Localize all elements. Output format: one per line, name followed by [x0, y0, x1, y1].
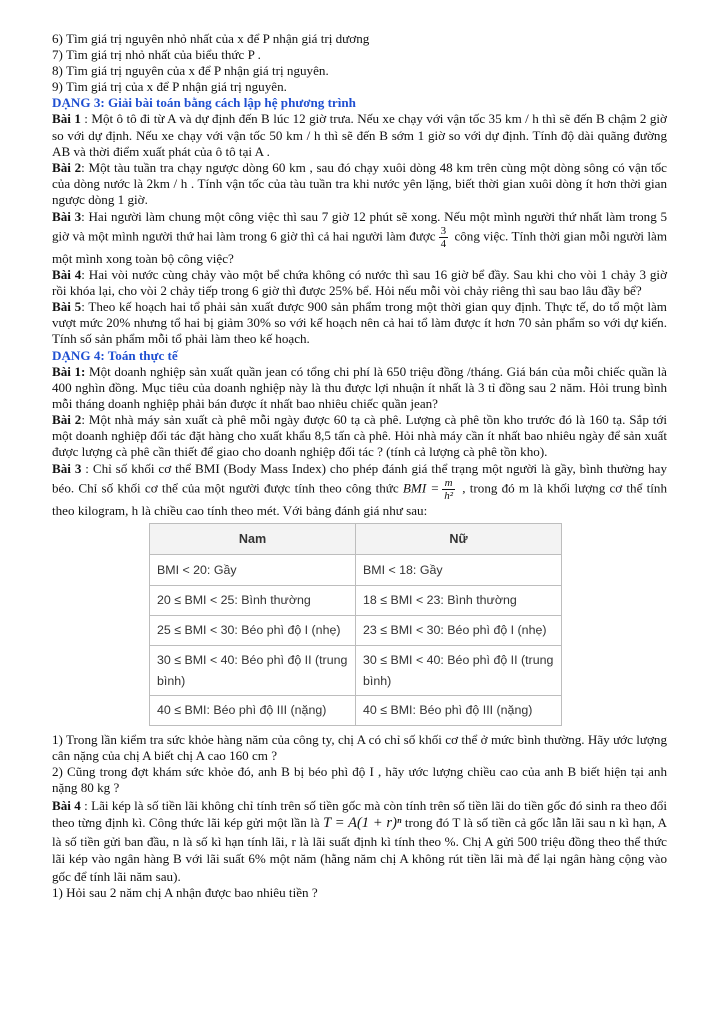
- table-cell: 20 ≤ BMI < 25: Bình thường: [150, 586, 356, 616]
- dang4-bai1: [52, 364, 667, 412]
- fraction-3-4: [439, 225, 449, 250]
- bai4-label: Bài 4: [52, 797, 81, 813]
- fraction-denominator: 4: [440, 238, 447, 251]
- table-row: [150, 646, 562, 696]
- dang3-bai5: [52, 299, 667, 347]
- bmi-formula-lhs: BMI =: [402, 480, 440, 496]
- table-cell: BMI < 18: Gầy: [356, 555, 562, 586]
- bai3-text-a: : Chỉ số khối cơ thể BMI (Body Mass Index) cho phép đánh giá thể trạng một người là gầy, bình thường hay béo. Chỉ số khối cơ thể của một người được tính theo công thức: [52, 461, 667, 496]
- bmi-fraction: [442, 477, 455, 502]
- bai3-label: Bài 3: [52, 209, 82, 225]
- dang3-bai4: [52, 267, 667, 299]
- table-row: [150, 616, 562, 646]
- interest-question-1: 1) Hỏi sau 2 năm chị A nhận được bao nhiêu tiền ?: [52, 885, 318, 901]
- bmi-numerator: m: [442, 477, 455, 490]
- table-cell: 25 ≤ BMI < 30: Béo phì độ I (nhẹ): [150, 616, 356, 646]
- table-cell: 18 ≤ BMI < 23: Bình thường: [356, 586, 562, 616]
- bai1-label: Bài 1:: [52, 363, 86, 379]
- bai2-text: : Một nhà máy sản xuất cà phê mỗi ngày được 60 tạ cà phê. Lượng cà phê tồn kho trước đó là 160 tạ. Sắp tới một doanh nghiệp đối tác đặt hàng cho xuất khẩu 8,5 tấn cà phê. Hỏi nhà máy cần ít nhất bao nhiêu ngày để sản xuất được lượng cà phê cần thiết để giao cho doanh nghiệp đối tác ? (tính cả lượng cà phê tồn kho).: [52, 411, 667, 460]
- fraction-numerator: 3: [440, 225, 447, 238]
- dang3-bai1: [52, 111, 667, 159]
- bmi-question-1: 1) Trong lần kiểm tra sức khỏe hàng năm của công ty, chị A có chỉ số khối cơ thể ở mức bình thường. Hãy ước lượng cân nặng của chị A biết chị A cao 160 cm ?: [52, 732, 667, 764]
- question-7: 7) Tìm giá trị nhỏ nhất của biểu thức P .: [52, 47, 261, 63]
- bai3-label: Bài 3: [52, 461, 82, 477]
- bai3-text-b: , trong đó m là khối lượng cơ thể tính theo kilogram, h là chiều cao tính theo mét. Với bảng đánh giá như sau:: [52, 480, 668, 519]
- bai4-text-b: trong đó T là số tiền cả gốc lẫn lãi sau n kì hạn, A là số tiền gửi ban đầu, n là số kì hạn tính lãi, r là lãi suất định kì tính theo %. Chị A gửi 500 triệu đồng theo thể thức lãi kép vào ngân hàng B với lãi suất 6% một năm (hằng năm chị A không rút tiền lãi mà để lại ngân hàng cộng vào gốc để tính lãi năm sau).: [52, 815, 667, 884]
- dang4-bai2: [52, 412, 667, 460]
- table-header-row: [150, 524, 562, 555]
- bai3-text-a: : Hai người làm chung một công việc thì sau 7 giờ 12 phút sẽ xong. Nếu một mình người thứ nhất làm trong 5 giờ và một mình người thứ hai làm trong 6 giờ thì cả hai người làm được: [52, 209, 667, 244]
- table-cell: 30 ≤ BMI < 40: Béo phì độ II (trung bình): [356, 646, 562, 696]
- compound-formula: T = A(1 + r)ⁿ: [323, 815, 402, 832]
- bai3-text-b: công việc. Tính thời gian mỗi người làm một mình xong toàn bộ công việc?: [52, 228, 668, 267]
- table-cell: 23 ≤ BMI < 30: Béo phì độ I (nhẹ): [356, 616, 562, 646]
- bai2-label: Bài 2: [52, 411, 82, 427]
- question-6: 6) Tìm giá trị nguyên nhỏ nhất của x để P nhận giá trị dương: [52, 31, 370, 46]
- table-cell: BMI < 20: Gầy: [150, 555, 356, 586]
- bai1-text: : Một ô tô đi từ A và dự định đến B lúc 12 giờ trưa. Nếu xe chạy với vận tốc 35 km / h thì sẽ đến B chậm 2 giờ so với dự định. Nếu xe chạy với vận tốc 50 km / h thì sẽ đến B sớm 1 giờ so với dự định. Tính độ dài quãng đường AB và thời điểm xuất phát của ô tô tại A .: [52, 111, 667, 159]
- dang4-bai3: [52, 460, 667, 519]
- table-header-nam: Nam: [150, 524, 356, 555]
- dang4-heading: DẠNG 4: Toán thực tế: [52, 347, 178, 363]
- dang3-heading: DẠNG 3: Giải bài toán bằng cách lập hệ phương trình: [52, 95, 356, 111]
- bmi-table-wrapper: [149, 523, 667, 726]
- document-page: [52, 31, 667, 901]
- bai2-label: Bài 2: [52, 159, 82, 175]
- dang4-bai4: [52, 797, 667, 886]
- dang3-bai3: [52, 208, 667, 267]
- bai4-text-a: : Lãi kép là số tiền lãi không chỉ tính trên số tiền gốc mà còn tính trên số tiền lãi do tiền gốc đó sinh ra theo đổi theo từng định kì. Công thức lãi kép gửi một lần là: [52, 797, 667, 831]
- dang3-bai2: [52, 160, 667, 208]
- table-row: [150, 555, 562, 586]
- table-row: [150, 586, 562, 616]
- bai4-text: : Hai vòi nước cùng chảy vào một bể chứa không có nước thì sau 16 giờ bể đầy. Sau khi cho vòi 1 chảy 3 giờ rồi khóa lại, cho vòi 2 chảy tiếp trong 6 giờ thì được 25% bể. Hỏi nếu mỗi vòi chảy riêng thì sau bao lâu đầy bể?: [52, 267, 667, 299]
- table-row: [150, 696, 562, 726]
- bai4-label: Bài 4: [52, 267, 82, 283]
- table-cell: 30 ≤ BMI < 40: Béo phì độ II (trung bình): [150, 646, 356, 696]
- question-8: 8) Tìm giá trị nguyên của x để P nhận giá trị nguyên.: [52, 63, 329, 79]
- bmi-table: [149, 523, 562, 726]
- question-9: 9) Tìm giá trị của x để P nhận giá trị nguyên.: [52, 79, 287, 95]
- bai1-label: Bài 1: [52, 111, 81, 127]
- table-header-nu: Nữ: [356, 524, 562, 555]
- bai5-text: : Theo kế hoạch hai tổ phải sản xuất được 900 sản phẩm trong một thời gian quy định. Thực tế, do tổ một làm vượt mức 20% nhưng tổ hai bị giảm 30% so với kế hoạch nên cả hai tổ làm được ít hơn 70 sản phẩm so với dự kiến. Tính số sản phẩm mỗi tổ phải làm theo kế hoạch.: [52, 299, 667, 347]
- bmi-question-2: 2) Cũng trong đợt khám sức khỏe đó, anh B bị béo phì độ I , hãy ước lượng chiều cao của anh B biết hiện tại anh nặng 80 kg ?: [52, 764, 667, 796]
- table-cell: 40 ≤ BMI: Béo phì độ III (nặng): [150, 696, 356, 726]
- bai2-text: : Một tàu tuần tra chạy ngược dòng 60 km , sau đó chạy xuôi dòng 48 km trên cùng một dòng sông có vận tốc của dòng nước là 2km / h . Tính vận tốc của tàu tuần tra khi nước yên lặng, biết thời gian xuôi dòng ít hơn thời gian ngược dòng 1 giờ.: [52, 159, 667, 207]
- bmi-denominator: h²: [444, 490, 454, 503]
- bai5-label: Bài 5: [52, 299, 82, 315]
- table-cell: 40 ≤ BMI: Béo phì độ III (nặng): [356, 696, 562, 726]
- bai1-text: Một doanh nghiệp sản xuất quần jean có tổng chi phí là 650 triệu đồng /tháng. Giá bán của mỗi chiếc quần là 400 nghìn đồng. Mục tiêu của doanh nghiệp này là thu được lợi nhuận ít nhất là 3 tỉ đồng sau 2 năm. Hỏi trung bình mỗi tháng doanh nghiệp phải bán được ít nhất bao nhiêu chiếc quần jean?: [52, 363, 667, 411]
